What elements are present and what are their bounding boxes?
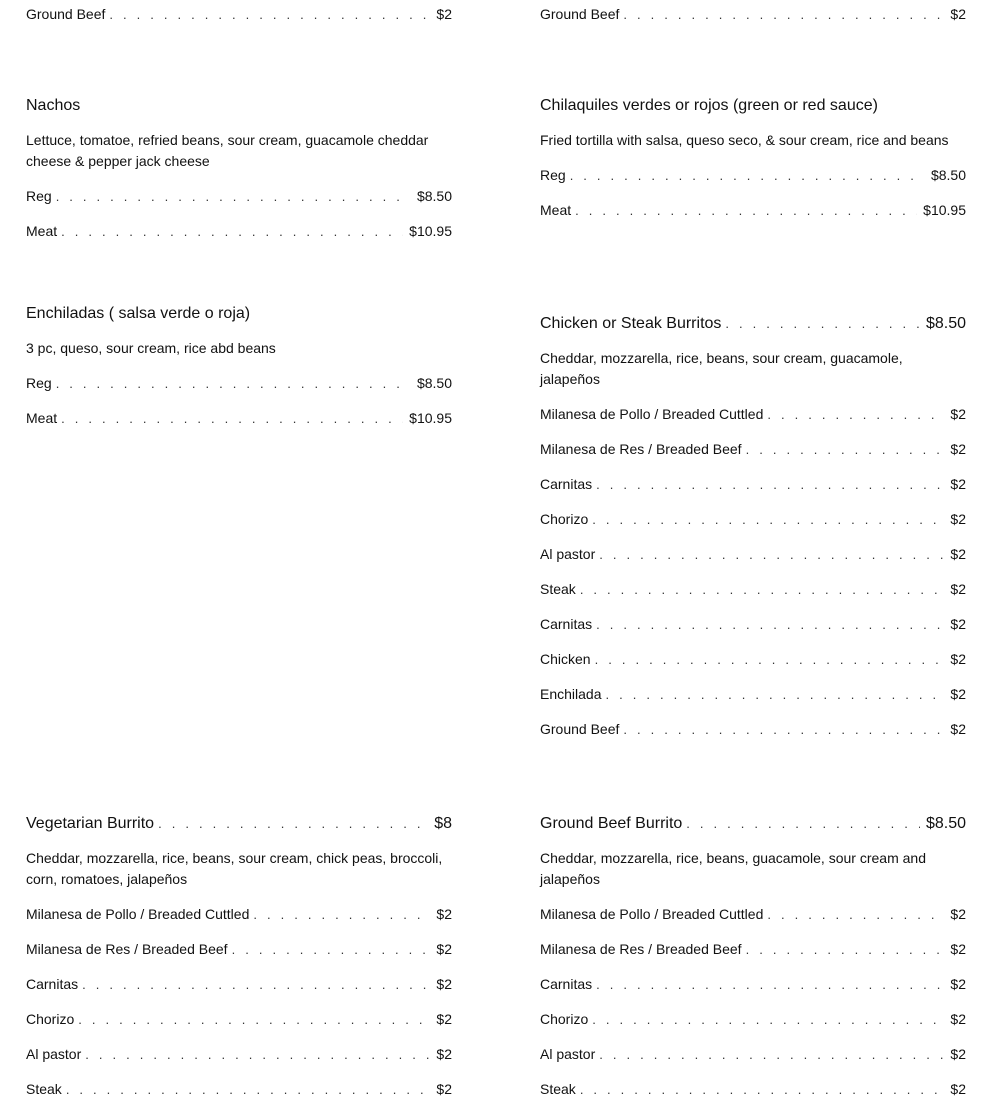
menu-item [26, 188, 452, 205]
menu-item [540, 6, 966, 23]
menu-item-price: $2 [950, 941, 966, 957]
menu-item-label: Ground Beef [540, 6, 620, 22]
dot-leader [232, 943, 431, 956]
menu-item-label: Reg [26, 188, 52, 204]
section-description: 3 pc, queso, sour cream, rice abd beans [26, 340, 276, 356]
menu-item [540, 616, 966, 633]
menu-item-label: Carnitas [26, 976, 79, 992]
menu-section-chicken-steak-burritos [540, 314, 966, 756]
menu-item [540, 906, 966, 923]
dot-leader [253, 908, 430, 921]
section-title-line [540, 314, 966, 334]
section-title: Ground Beef Burrito [540, 815, 683, 832]
menu-section-enchiladas [26, 304, 452, 427]
menu-item [26, 410, 452, 427]
menu-item-label: Ground Beef [26, 6, 106, 22]
menu-item-label: Carnitas [540, 476, 593, 492]
dot-leader [82, 978, 430, 991]
dot-leader [592, 1013, 944, 1026]
menu-item [540, 1011, 966, 1028]
menu-item [540, 546, 966, 563]
menu-item-label: Chorizo [540, 1011, 589, 1027]
menu-item [540, 686, 966, 703]
dot-leader [623, 8, 944, 21]
menu-section-ground-beef-burrito [540, 814, 966, 1116]
dot-leader [746, 943, 945, 956]
dot-leader [109, 8, 430, 21]
dot-leader [85, 1048, 430, 1061]
dot-leader [61, 225, 403, 238]
menu-item-price: $2 [950, 976, 966, 992]
menu-item-price: $2 [436, 976, 452, 992]
menu-item-label: Enchilada [540, 686, 602, 702]
section-price: $8.50 [925, 315, 966, 332]
menu-item-price: $10.95 [923, 202, 966, 218]
section-title-line [540, 814, 966, 834]
dot-leader [596, 978, 944, 991]
menu-item [540, 202, 966, 219]
section-title: Chicken or Steak Burritos [540, 315, 722, 332]
menu-item-label: Milanesa de Res / Breaded Beef [540, 941, 742, 957]
menu-item-price: $2 [950, 1046, 966, 1062]
menu-item [540, 167, 966, 184]
menu-item-label: Carnitas [540, 976, 593, 992]
menu-item-price: $8.50 [416, 375, 452, 391]
menu-item-label: Carnitas [540, 616, 593, 632]
dot-leader [78, 1013, 430, 1026]
menu-item-price: $2 [436, 1011, 452, 1027]
section-description: Fried tortilla with salsa, queso seco, & sour cream, rice and beans [540, 132, 949, 148]
section-title: Nachos [26, 97, 81, 114]
section-description: Cheddar, mozzarella, rice, beans, sour cream, chick peas, broccoli, corn, romatoes, jalapeños [26, 850, 443, 887]
dot-leader [599, 1048, 944, 1061]
dot-leader [575, 204, 917, 217]
menu-item [26, 941, 452, 958]
dot-leader [158, 817, 428, 830]
menu-item-label: Reg [540, 167, 566, 183]
menu-item-label: Al pastor [540, 546, 596, 562]
menu-item [540, 651, 966, 668]
dot-leader [596, 478, 944, 491]
section-price: $8.50 [925, 815, 966, 832]
menu-item [26, 906, 452, 923]
menu-item-price: $8.50 [930, 167, 966, 183]
menu-item-price: $2 [950, 441, 966, 457]
menu-item [540, 441, 966, 458]
section-title: Enchiladas ( salsa verde o roja) [26, 305, 251, 322]
menu-item-label: Milanesa de Pollo / Breaded Cuttled [540, 906, 764, 922]
menu-item [26, 6, 452, 23]
menu-item [540, 406, 966, 423]
menu-item-price: $2 [436, 1081, 452, 1097]
menu-item-label: Meat [26, 410, 58, 426]
menu-item-price: $2 [436, 6, 452, 22]
menu-item [26, 1011, 452, 1028]
menu-item-label: Milanesa de Pollo / Breaded Cuttled [26, 906, 250, 922]
dot-leader [596, 618, 944, 631]
menu-item-label: Al pastor [540, 1046, 596, 1062]
dot-leader [592, 513, 944, 526]
section-title: Vegetarian Burrito [26, 815, 155, 832]
menu-item-label: Meat [26, 223, 58, 239]
menu-item-price: $2 [950, 1081, 966, 1097]
menu-item [26, 223, 452, 240]
dot-leader [61, 412, 403, 425]
menu-item-price: $2 [950, 6, 966, 22]
menu-item-label: Chorizo [26, 1011, 75, 1027]
menu-item-price: $2 [950, 651, 966, 667]
dot-leader [580, 1083, 945, 1096]
menu-item-price: $2 [436, 906, 452, 922]
menu-item [26, 1081, 452, 1098]
dot-leader [570, 169, 925, 182]
dot-leader [725, 317, 920, 330]
menu-item-label: Reg [26, 375, 52, 391]
section-price: $8 [434, 815, 452, 832]
dot-leader [595, 653, 945, 666]
menu-item-price: $10.95 [409, 223, 452, 239]
menu-item-label: Milanesa de Res / Breaded Beef [540, 441, 742, 457]
menu-item [26, 976, 452, 993]
menu-item-label: Steak [540, 581, 576, 597]
menu-item [540, 721, 966, 738]
menu-item-price: $2 [950, 616, 966, 632]
section-title-line [26, 814, 452, 834]
menu-item [540, 1081, 966, 1098]
menu-item [540, 976, 966, 993]
menu-item-price: $2 [950, 406, 966, 422]
menu-item-price: $2 [950, 511, 966, 527]
menu-item [540, 581, 966, 598]
menu-item-label: Chicken [540, 651, 591, 667]
menu-column-left [26, 6, 452, 491]
menu-item [540, 941, 966, 958]
menu-item-price: $2 [950, 581, 966, 597]
menu-column-right [540, 6, 966, 283]
menu-item [540, 511, 966, 528]
menu-item-label: Meat [540, 202, 572, 218]
menu-item-price: $2 [950, 1011, 966, 1027]
menu-item-price: $2 [950, 906, 966, 922]
menu-item-price: $10.95 [409, 410, 452, 426]
menu-section-vegetarian-burrito [26, 814, 452, 1116]
menu-item-label: Chorizo [540, 511, 589, 527]
dot-leader [623, 723, 944, 736]
menu-item-label: Steak [540, 1081, 576, 1097]
dot-leader [599, 548, 944, 561]
menu-item-label: Al pastor [26, 1046, 82, 1062]
section-title: Chilaquiles verdes or rojos (green or red sauce) [540, 97, 878, 114]
menu-item-price: $2 [436, 1046, 452, 1062]
menu-item [540, 1046, 966, 1063]
dot-leader [767, 408, 944, 421]
dot-leader [66, 1083, 431, 1096]
section-description: Lettuce, tomatoe, refried beans, sour cream, guacamole cheddar cheese & pepper jack cheese [26, 132, 429, 169]
menu-item-price: $8.50 [416, 188, 452, 204]
dot-leader [767, 908, 944, 921]
dot-leader [56, 377, 411, 390]
section-description: Cheddar, mozzarella, rice, beans, sour cream, guacamole, jalapeños [540, 350, 903, 387]
dot-leader [686, 817, 920, 830]
menu-item [26, 375, 452, 392]
menu-item-price: $2 [436, 941, 452, 957]
menu-item-label: Steak [26, 1081, 62, 1097]
dot-leader [580, 583, 945, 596]
menu-item-label: Milanesa de Pollo / Breaded Cuttled [540, 406, 764, 422]
dot-leader [56, 190, 411, 203]
menu-item-price: $2 [950, 546, 966, 562]
menu-item [26, 1046, 452, 1063]
menu-item-price: $2 [950, 721, 966, 737]
menu-item [540, 476, 966, 493]
menu-item-price: $2 [950, 686, 966, 702]
section-description: Cheddar, mozzarella, rice, beans, guacamole, sour cream and jalapeños [540, 850, 926, 887]
dot-leader [606, 688, 945, 701]
menu-item-label: Milanesa de Res / Breaded Beef [26, 941, 228, 957]
menu-section-chilaquiles [540, 96, 966, 219]
menu-item-price: $2 [950, 476, 966, 492]
menu-item-label: Ground Beef [540, 721, 620, 737]
menu-section-nachos [26, 96, 452, 240]
dot-leader [746, 443, 945, 456]
